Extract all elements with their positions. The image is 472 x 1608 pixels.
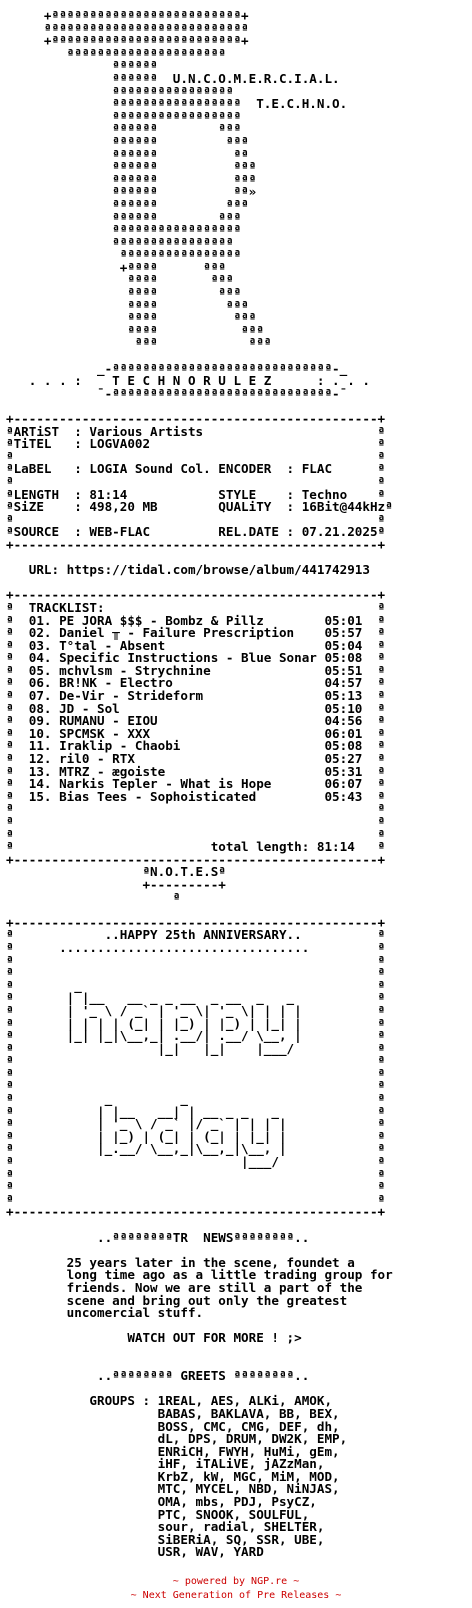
greets-line: GROUPS : 1REAL, AES, ALKi, AMOK,: [6, 1393, 333, 1409]
tracklist-line: ª 10. SPCMSK - XXX 06:01 ª: [6, 725, 386, 741]
tracklist-line: ª 06. BR!NK - Electro 04:57 ª: [6, 675, 386, 691]
news-text: [6, 1254, 393, 1321]
info-line: ªARTiST : Various Artists ª: [6, 423, 386, 439]
notes-line: ª | | | | (_| | |_) | |_) | |_| | ª: [6, 1015, 386, 1031]
greets-list: [6, 1395, 393, 1559]
logo-art-line: ªªªªªªªªªªªªªªªªªªªªª: [6, 45, 226, 61]
tracklist-line: ª ª: [6, 801, 386, 817]
notes-line: +------------------------------------------------+: [6, 914, 386, 930]
notes-box: [6, 914, 393, 1220]
logo-art-line: ªªªªªªªªªªªªªªªªª: [6, 108, 242, 124]
info-line: ªSOURCE : WEB-FLAC REL.DATE : 07.21.2025ª: [6, 524, 386, 540]
tracklist-line: ª 03. T°tal - Absent 05:04 ª: [6, 637, 386, 653]
tracklist-line: ª total length: 81:14 ª: [6, 839, 386, 855]
notes-line: ª |___/ ª: [6, 1154, 386, 1170]
tracklist-line: ª ª: [6, 814, 386, 829]
notes-line: ª ª: [6, 1191, 386, 1207]
logo-art-line: ªªªªªª ªª»: [6, 184, 257, 200]
logo-art-line: ªªªª ªªª: [6, 272, 234, 288]
logo-art-line: ªªªªªªªªªªªªªªªªª: [6, 222, 242, 238]
logo-art-line: ªªªªªª: [6, 58, 158, 74]
technorulez-banner: [6, 360, 393, 401]
info-line: ªLaBEL : LOGIA Sound Col. ENCODER : FLAC ª: [6, 461, 386, 477]
tracklist-line: ª 07. De-Vir - Strideform 05:13 ª: [6, 688, 386, 704]
tracklist-line: ª 11. Iraklip - Chaobi 05:08 ª: [6, 738, 386, 754]
greets-line: MTC, MYCEL, NBD, NiNJAS,: [6, 1481, 340, 1497]
logo-art-line: ªªªªªªªªªªªªªªªª: [6, 247, 242, 263]
logo-art-line: +ªªªª ªªª: [6, 259, 226, 275]
greets-line: OMA, mbs, PDJ, PsyCZ,: [6, 1494, 317, 1510]
info-line: +------------------------------------------------+: [6, 411, 386, 426]
logo-art: [6, 10, 393, 350]
greets-line: BOSS, CMC, CMG, DEF, dh,: [6, 1418, 340, 1434]
notes-line: ª |_.__/ \__,_|\__,_|\__, | ª: [6, 1141, 386, 1157]
logo-art-line: ªªªªªªªªªªªªªªªªªªªªªªªªªªª: [6, 20, 249, 36]
notes-header-line: ª: [6, 889, 181, 905]
notes-line: ª ª: [6, 1065, 386, 1081]
logo-art-line: ªªªªªª ªªª: [6, 159, 257, 175]
greets-line: sour, radial, SHELTER,: [6, 1519, 325, 1535]
tracklist-line: ª 15. Bias Tees - Sophoisticated 05:43 ª: [6, 788, 386, 804]
notes-line: ª _ ª: [6, 977, 386, 993]
tracklist-line: ª 12. ril0 - RTX 05:27 ª: [6, 751, 386, 767]
notes-line: ª | '_ \ / _` |/ _` | | | | ª: [6, 1116, 386, 1132]
tracklist-line: ª 04. Specific Instructions - Blue Sonar 05:08 ª: [6, 650, 386, 666]
notes-line: ª ª: [6, 1078, 386, 1094]
logo-art-line: ªªªªªª ªªª: [6, 121, 242, 137]
footer-powered-by: ~ powered by NGP.re ~: [172, 1576, 300, 1587]
notes-line: ª ª: [6, 1166, 386, 1182]
greets-line: BABAS, BAKLAVA, BB, BEX,: [6, 1405, 340, 1421]
logo-art-line: +ªªªªªªªªªªªªªªªªªªªªªªªªª+: [6, 33, 249, 49]
logo-art-line: ªªªªªª ªªª: [6, 133, 249, 149]
notes-line: ª | |__ __| | __ _ _ _ ª: [6, 1103, 386, 1119]
notes-line: ª |_| |_|\__,_| .__/| .__/ \__, | ª: [6, 1028, 386, 1044]
logo-art-line: ªªªªªª ªªª: [6, 209, 242, 225]
info-line: ª ª: [6, 511, 386, 527]
news-header: ..ªªªªªªªªTR NEWSªªªªªªªª..: [6, 1229, 310, 1245]
news-text-line: long time ago as a little trading group for: [6, 1267, 393, 1283]
tracklist-line: ª 05. mchvlsm - Strychnine 05:51 ª: [6, 662, 386, 678]
greets-line: SiBERiA, SQ, SSR, UBE,: [6, 1531, 325, 1547]
notes-line: +------------------------------------------------+: [6, 1204, 386, 1220]
logo-art-line: ªªªª ªªª: [6, 297, 249, 313]
notes-line: ª _ _ ª: [6, 1091, 386, 1107]
notes-line: ª ª: [6, 1179, 386, 1195]
tracklist-line: ª 01. PE JORA $$$ - Bombz & Pillz 05:01 ª: [6, 612, 386, 628]
greets-line: KrbZ, kW, MGC, MiM, MOD,: [6, 1468, 340, 1484]
news-text-line: friends. Now we are still a part of the: [6, 1279, 363, 1295]
logo-art-line: ªªªªªª ªªª: [6, 196, 249, 212]
tracklist-line: +------------------------------------------------+: [6, 851, 386, 867]
banner-line: _-ªªªªªªªªªªªªªªªªªªªªªªªªªªªªª-_: [6, 360, 348, 376]
notes-line: ª | |__ __ _ _ __ _ __ _ _ ª: [6, 990, 386, 1006]
notes-line: ª | '_ \ / _` | '_ \| '_ \| | | | ª: [6, 1002, 386, 1018]
notes-line: ª ª: [6, 952, 386, 968]
notes-header: [6, 866, 393, 904]
banner-line: ¯-ªªªªªªªªªªªªªªªªªªªªªªªªªªªªª-¯: [6, 385, 348, 401]
watch-out-line: WATCH OUT FOR MORE ! ;>: [6, 1330, 302, 1346]
logo-art-line: ªªªªªª ªª: [6, 146, 249, 162]
news-text-line: uncomercial stuff.: [6, 1305, 204, 1321]
notes-header-line: +---------+: [6, 876, 226, 892]
logo-art-line: +ªªªªªªªªªªªªªªªªªªªªªªªªª+: [6, 8, 249, 23]
tracklist-box: [6, 589, 393, 866]
banner-line: . . . : T E C H N O R U L E Z : . . .: [6, 373, 370, 389]
news-text-line: scene and bring out only the greatest: [6, 1292, 348, 1308]
logo-art-line: ªªªªªª ªªª: [6, 171, 257, 187]
logo-art-line: ªªªªªª U.N.C.O.M.E.R.C.I.A.L.: [6, 70, 340, 86]
info-line: ªLENGTH : 81:14 STYLE : Techno ª: [6, 486, 386, 502]
release-info-box: [6, 413, 393, 552]
greets-line: dL, DPS, DRUM, DW2K, EMP,: [6, 1431, 348, 1447]
tracklist-line: ª 14. Narkis Tepler - What is Hope 06:07 ª: [6, 776, 386, 792]
tracklist-line: ª ª: [6, 826, 386, 842]
info-line: ªTiTEL : LOGVA002 ª: [6, 436, 386, 452]
greets-line: iHF, iTALiVE, jAZzMan,: [6, 1456, 325, 1472]
notes-line: ª ................................. ª: [6, 939, 386, 955]
logo-art-line: ªªªªªªªªªªªªªªªª: [6, 234, 234, 250]
notes-line: ª | |_) | (_| | (_| | |_| | ª: [6, 1128, 386, 1144]
logo-art-line: ªªªª ªªª: [6, 285, 242, 301]
nfo-document: [6, 10, 393, 1559]
greets-line: USR, WAV, YARD: [6, 1544, 264, 1560]
logo-art-line: ªªªª ªªª: [6, 310, 257, 326]
tracklist-line: ª TRACKLIST: ª: [6, 599, 386, 615]
logo-art-line: ªªª ªªª: [6, 335, 272, 351]
info-line: ª ª: [6, 473, 386, 489]
tracklist-line: ª 02. Daniel ╥ - Failure Prescription 05:57 ª: [6, 625, 386, 641]
footer-tagline: ~ Next Generation of Pre Releases ~: [130, 1590, 342, 1601]
url-line: URL: https://tidal.com/browse/album/441742913: [6, 562, 370, 578]
info-line: +------------------------------------------------+: [6, 536, 386, 552]
notes-line: ª ..HAPPY 25th ANNIVERSARY.. ª: [6, 927, 386, 943]
tracklist-line: ª 09. RUMANU - EIOU 04:56 ª: [6, 713, 386, 729]
tracklist-line: +------------------------------------------------+: [6, 587, 386, 603]
notes-line: ª ª: [6, 965, 386, 981]
notes-line: ª |_| |_| |___/ ª: [6, 1040, 386, 1056]
tracklist-line: ª 13. MTRZ - ægoiste 05:31 ª: [6, 763, 386, 779]
logo-art-line: ªªªª ªªª: [6, 322, 264, 338]
info-line: ªSiZE : 498,20 MB QUALiTY : 16Bit@44kHzª: [6, 499, 393, 515]
footer: [0, 1575, 472, 1603]
greets-line: PTC, SNOOK, SOULFUL,: [6, 1506, 310, 1522]
info-line: ª ª: [6, 448, 386, 464]
notes-header-line: ªN.O.T.E.Sª: [6, 864, 226, 880]
notes-line: ª ª: [6, 1053, 386, 1069]
tracklist-line: ª 08. JD - Sol 05:10 ª: [6, 700, 386, 716]
greets-header: ..ªªªªªªªª GREETS ªªªªªªªª..: [6, 1368, 310, 1384]
logo-art-line: ªªªªªªªªªªªªªªªª: [6, 83, 234, 99]
logo-art-line: ªªªªªªªªªªªªªªªªª T.E.C.H.N.O.: [6, 96, 348, 112]
greets-line: ENRiCH, FWYH, HuMi, gEm,: [6, 1443, 340, 1459]
news-text-line: 25 years later in the scene, foundet a: [6, 1254, 355, 1270]
